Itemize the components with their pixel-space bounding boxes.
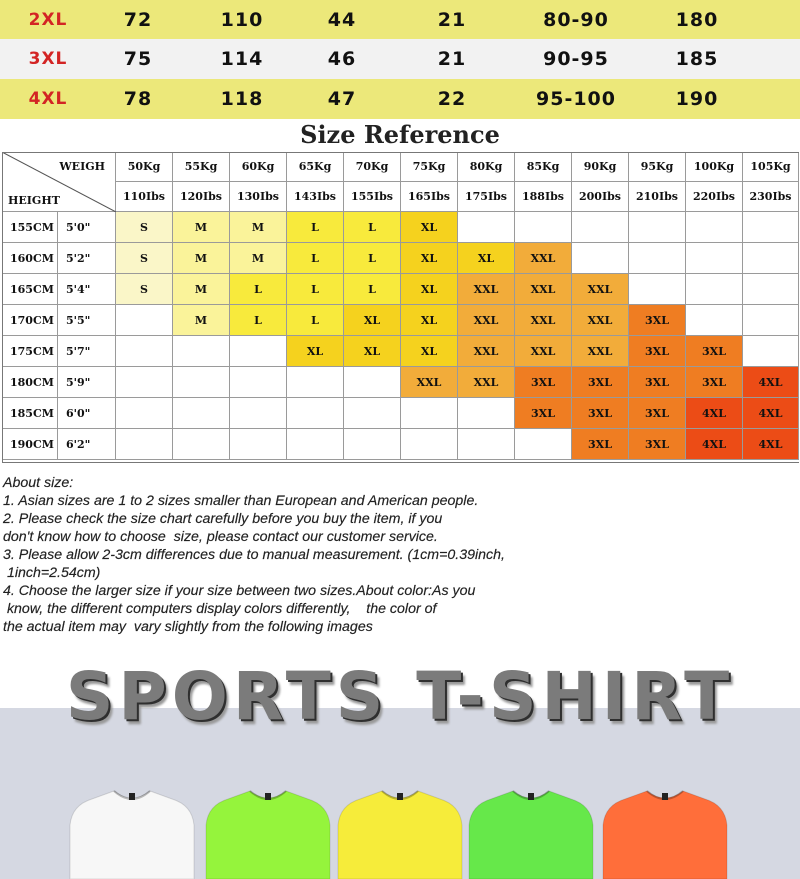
size-cell: S — [116, 243, 173, 274]
size-cell: L — [287, 274, 344, 305]
measurement-value: 190 — [675, 88, 719, 110]
height-cm-label: 170CM — [2, 305, 58, 336]
weight-lbs-header: 165Ibs — [401, 182, 458, 212]
size-cell: 4XL — [743, 367, 799, 398]
size-cell: M — [173, 274, 230, 305]
weight-kg-header: 90Kg — [572, 152, 629, 182]
header-corner — [2, 152, 116, 212]
size-reference-title: Size Reference — [300, 120, 500, 149]
weight-kg-header: 70Kg — [344, 152, 401, 182]
measurement-value: 46 — [327, 48, 357, 70]
size-cell — [344, 429, 401, 460]
size-row — [0, 0, 800, 40]
note-line: don't know how to choose size, please contact our customer service. — [3, 529, 438, 545]
size-cell — [401, 429, 458, 460]
size-cell: XL — [287, 336, 344, 367]
size-cell: L — [344, 212, 401, 243]
size-cell: 3XL — [572, 367, 629, 398]
measurement-value: 21 — [437, 9, 467, 31]
size-cell — [458, 398, 515, 429]
size-cell — [401, 398, 458, 429]
weight-lbs-header: 130Ibs — [230, 182, 287, 212]
size-cell — [230, 336, 287, 367]
note-line: the actual item may vary slightly from the following images — [3, 619, 373, 635]
size-cell: XXL — [572, 336, 629, 367]
note-line: 4. Choose the larger size if your size between two sizes.About color:As you — [3, 583, 476, 599]
size-cell — [686, 305, 743, 336]
size-cell — [686, 243, 743, 274]
note-line: 1inch=2.54cm) — [3, 565, 101, 581]
measurement-value: 114 — [220, 48, 264, 70]
size-cell — [287, 429, 344, 460]
size-cell — [629, 212, 686, 243]
about-size-notes — [3, 474, 563, 636]
size-cell: 3XL — [629, 429, 686, 460]
size-cell: L — [287, 212, 344, 243]
weight-kg-header: 100Kg — [686, 152, 743, 182]
size-cell: XL — [401, 243, 458, 274]
size-cell: 3XL — [629, 305, 686, 336]
size-cell — [344, 398, 401, 429]
size-cell — [686, 274, 743, 305]
size-cell: XL — [401, 274, 458, 305]
note-line: know, the different computers display colors differently, the color of — [3, 601, 437, 617]
size-cell — [743, 274, 799, 305]
size-cell — [572, 212, 629, 243]
measurement-value: 78 — [123, 88, 153, 110]
size-cell: XXL — [572, 305, 629, 336]
size-cell: L — [344, 243, 401, 274]
size-cell: 3XL — [515, 367, 572, 398]
weight-lbs-header: 155Ibs — [344, 182, 401, 212]
size-cell: S — [116, 212, 173, 243]
tshirt-image — [206, 791, 330, 879]
size-cell: XL — [401, 212, 458, 243]
size-cell: 3XL — [572, 398, 629, 429]
measurement-value: 118 — [220, 88, 264, 110]
height-ft-label: 5'9" — [58, 367, 116, 398]
weight-kg-header: 60Kg — [230, 152, 287, 182]
measurement-value: 75 — [123, 48, 153, 70]
note-line: 3. Please allow 2-3cm differences due to manual measurement. (1cm=0.39inch, — [3, 547, 505, 563]
note-line: 2. Please check the size chart carefully before you buy the item, if you — [3, 511, 443, 527]
note-line: About size: — [3, 475, 74, 491]
weight-kg-header: 105Kg — [743, 152, 799, 182]
size-cell: XXL — [515, 305, 572, 336]
height-label: HEIGHT — [8, 194, 60, 207]
size-cell — [344, 367, 401, 398]
size-cell: XXL — [458, 336, 515, 367]
size-cell: XL — [344, 336, 401, 367]
size-cell: 3XL — [686, 367, 743, 398]
weight-lbs-header: 200Ibs — [572, 182, 629, 212]
weight-lbs-header: 110Ibs — [116, 182, 173, 212]
tshirt-row — [0, 785, 800, 879]
size-cell — [116, 336, 173, 367]
height-cm-label: 160CM — [2, 243, 58, 274]
size-cell: L — [230, 305, 287, 336]
size-cell: M — [230, 243, 287, 274]
size-cell: XXL — [401, 367, 458, 398]
size-cell: L — [287, 243, 344, 274]
size-cell — [743, 212, 799, 243]
weight-lbs-header: 210Ibs — [629, 182, 686, 212]
weight-kg-header: 55Kg — [173, 152, 230, 182]
size-cell — [116, 398, 173, 429]
size-row — [0, 39, 800, 79]
size-cell — [572, 243, 629, 274]
measurement-value: 185 — [675, 48, 719, 70]
size-cell: M — [173, 212, 230, 243]
size-cell: XL — [458, 243, 515, 274]
size-label: 2XL — [28, 10, 68, 30]
height-ft-label: 6'2" — [58, 429, 116, 460]
size-cell — [230, 398, 287, 429]
size-cell — [230, 367, 287, 398]
height-ft-label: 6'0" — [58, 398, 116, 429]
size-cell: XXL — [458, 367, 515, 398]
size-cell: XXL — [515, 243, 572, 274]
tshirt-image — [469, 791, 593, 879]
measurement-value: 47 — [327, 88, 357, 110]
size-cell: XXL — [458, 305, 515, 336]
size-cell: XXL — [572, 274, 629, 305]
size-label: 4XL — [28, 89, 68, 109]
measurement-value: 22 — [437, 88, 467, 110]
measurement-value: 110 — [220, 9, 264, 31]
size-cell: 3XL — [629, 398, 686, 429]
height-cm-label: 185CM — [2, 398, 58, 429]
size-cell: XXL — [458, 274, 515, 305]
measurement-value: 180 — [675, 9, 719, 31]
size-cell: 3XL — [686, 336, 743, 367]
weigh-label: WEIGH — [59, 160, 105, 173]
size-label: 3XL — [28, 49, 68, 69]
size-cell — [743, 336, 799, 367]
height-cm-label: 180CM — [2, 367, 58, 398]
size-cell: XXL — [515, 274, 572, 305]
weight-kg-header: 50Kg — [116, 152, 173, 182]
size-cell — [173, 398, 230, 429]
size-cell: L — [230, 274, 287, 305]
weight-lbs-header: 230Ibs — [743, 182, 799, 212]
size-cell: XXL — [515, 336, 572, 367]
size-cell — [173, 336, 230, 367]
size-cell: M — [173, 243, 230, 274]
height-cm-label: 155CM — [2, 212, 58, 243]
height-cm-label: 175CM — [2, 336, 58, 367]
size-cell — [458, 429, 515, 460]
size-cell: L — [344, 274, 401, 305]
size-cell — [287, 398, 344, 429]
note-line: 1. Asian sizes are 1 to 2 sizes smaller than European and American people. — [3, 493, 479, 509]
size-cell — [686, 212, 743, 243]
size-cell — [458, 212, 515, 243]
top-size-rows — [0, 0, 800, 120]
size-cell — [287, 367, 344, 398]
size-cell — [116, 367, 173, 398]
size-cell — [743, 243, 799, 274]
size-cell — [515, 429, 572, 460]
weight-kg-header: 85Kg — [515, 152, 572, 182]
weight-kg-header: 65Kg — [287, 152, 344, 182]
measurement-value: 90-95 — [543, 48, 609, 70]
size-cell — [173, 367, 230, 398]
size-cell: 3XL — [629, 367, 686, 398]
size-cell: M — [230, 212, 287, 243]
height-ft-label: 5'4" — [58, 274, 116, 305]
size-cell: XL — [401, 336, 458, 367]
size-cell — [743, 305, 799, 336]
height-cm-label: 165CM — [2, 274, 58, 305]
measurement-value: 80-90 — [543, 9, 609, 31]
measurement-value: 95-100 — [536, 88, 616, 110]
size-cell: L — [287, 305, 344, 336]
weight-lbs-header: 188Ibs — [515, 182, 572, 212]
size-cell: XL — [344, 305, 401, 336]
size-cell — [116, 429, 173, 460]
tshirt-image — [70, 791, 194, 879]
size-cell — [116, 305, 173, 336]
size-cell: 3XL — [572, 429, 629, 460]
size-cell — [629, 243, 686, 274]
tshirt-image — [338, 791, 462, 879]
measurement-value: 21 — [437, 48, 467, 70]
size-cell: XL — [401, 305, 458, 336]
size-cell — [515, 212, 572, 243]
weight-kg-header: 95Kg — [629, 152, 686, 182]
size-cell: S — [116, 274, 173, 305]
height-ft-label: 5'7" — [58, 336, 116, 367]
size-cell: 4XL — [686, 398, 743, 429]
size-cell: 4XL — [686, 429, 743, 460]
weight-kg-header: 75Kg — [401, 152, 458, 182]
size-cell — [629, 274, 686, 305]
size-cell: 4XL — [743, 429, 799, 460]
measurement-value: 44 — [327, 9, 357, 31]
size-cell: 3XL — [515, 398, 572, 429]
size-cell: M — [173, 305, 230, 336]
weight-lbs-header: 175Ibs — [458, 182, 515, 212]
height-ft-label: 5'2" — [58, 243, 116, 274]
weight-kg-header: 80Kg — [458, 152, 515, 182]
height-ft-label: 5'0" — [58, 212, 116, 243]
size-cell: 3XL — [629, 336, 686, 367]
size-row — [0, 79, 800, 119]
height-cm-label: 190CM — [2, 429, 58, 460]
size-cell — [230, 429, 287, 460]
size-cell: 4XL — [743, 398, 799, 429]
weight-lbs-header: 143Ibs — [287, 182, 344, 212]
weight-lbs-header: 120Ibs — [173, 182, 230, 212]
banner-title: SPORTS T-SHIRT — [65, 658, 735, 735]
height-ft-label: 5'5" — [58, 305, 116, 336]
tshirt-image — [603, 791, 727, 879]
size-cell — [173, 429, 230, 460]
weight-lbs-header: 220Ibs — [686, 182, 743, 212]
measurement-value: 72 — [123, 9, 153, 31]
